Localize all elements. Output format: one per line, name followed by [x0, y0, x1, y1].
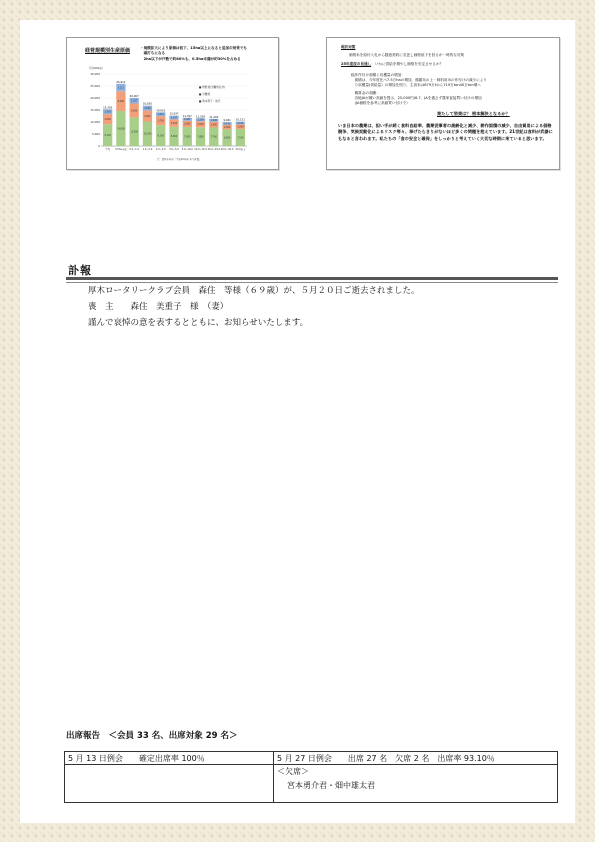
segment-value-label: 1,651	[157, 113, 164, 117]
segment-value-label: 3,111	[117, 86, 125, 90]
segment-value-label: 1,537	[170, 116, 178, 120]
attendance-may27: 5 月 27 日例会 出席 27 名 欠席 2 名 出席率 93.10％	[277, 754, 495, 763]
obituary-heading: 訃報	[68, 264, 92, 277]
note-line: 頭打ちになる	[140, 51, 166, 56]
x-tick-label: 30.0以上	[235, 148, 246, 151]
chart-footnote: 注：農林水産省「平成22年産 米生産費」	[157, 158, 202, 161]
x-tick-label: 1.0~2.0	[142, 148, 153, 151]
segment-value-label: 9,100	[104, 133, 111, 137]
y-tick-label: 0	[98, 144, 100, 148]
outlook-line: り収穫量(供給量）の増加を図り、主食米は679万tから719万ton40万ton増へ	[351, 83, 481, 87]
bar-total-label: 15,293	[103, 106, 113, 110]
segment-value-label: 7,100	[237, 136, 244, 140]
heading-rule-thin	[66, 282, 558, 283]
section-outlook	[341, 62, 443, 67]
segment-value-label: 2,030	[144, 106, 151, 110]
segment-value-label: 1,192	[210, 119, 217, 123]
attendance-heading: 出席報告 ＜会員 33 名、出席対象 29 名＞	[66, 731, 238, 741]
segment-value-label: 3,700	[157, 119, 164, 123]
x-tick-label: 5.0~10.0	[181, 148, 193, 151]
segment-value-label: 1,259	[197, 118, 204, 122]
bar-total-label: 25,911	[116, 80, 126, 84]
chart-slide	[66, 37, 279, 170]
outlook-label: 25年度産の見通し	[341, 62, 372, 66]
chart-slide-title: 経営規模別生産原価	[85, 48, 131, 54]
legend-entry: ■ 資本利子・地代	[199, 100, 221, 103]
segment-value-label: 1,993	[104, 110, 111, 114]
segment-value-label: 2,307	[131, 99, 138, 103]
y-tick-label: 10,000	[90, 120, 100, 124]
obituary-line-3: 謹んで哀悼の意を表するとともに、お知らせいたします。	[88, 318, 309, 328]
segment-value-label: 2,600	[184, 122, 191, 126]
segment-value-label: 1,900	[237, 125, 244, 129]
x-tick-label: 平均	[105, 148, 111, 151]
outlook-line: (JA価格を参考に高値買い付けで）	[351, 101, 410, 105]
cost-bar-chart	[87, 66, 277, 164]
segment-value-label: 10,200	[143, 132, 152, 136]
obituary-line-2: 喪 主 森住 美重子 様 （妻）	[88, 302, 229, 312]
outlook-question: ：いかに供給を増やし価格を安定させるか？	[371, 62, 444, 66]
segment-value-label: 1,900	[223, 125, 231, 129]
bar-total-label: 11,559	[196, 115, 206, 119]
segment-value-label: 5,800	[131, 109, 138, 113]
segment-value-label: 4,600	[144, 114, 151, 118]
segment-value-label: 8,700	[157, 134, 164, 138]
heading-rule	[66, 277, 558, 280]
outlook-line: 面積は、今年度比べ7.5万haの増加、備蓄米の上・飼料用米の作付けの減少により	[351, 78, 487, 82]
x-tick-label: 3.0~5.0	[169, 148, 179, 151]
x-tick-label: 0.5~1.0	[129, 148, 139, 151]
bar-total-label: 20,007	[129, 94, 139, 98]
agriculture-summary: いま日本の農業は、担い手が続く食料自給率、農業従事者の高齢化と減少、耕作面積の減少、自由貿易による価格競争、気候変動化によるリスク等々、挙げたらきりがないほど多くの問題を抱えています。21世紀は食料が武器にもなると言われます。私たちの「食の安全と確保」をしっかりと考えていく大切な時期に来ていると思います。	[338, 123, 553, 141]
x-tick-label: 15.0~20.0	[207, 148, 221, 151]
attendance-table	[64, 751, 558, 803]
bar-total-label: 9,941	[223, 119, 231, 123]
outlook-line: 稲作作付け面積と収穫量の増加：	[351, 73, 405, 77]
segment-value-label: 14,600	[117, 127, 125, 131]
segment-value-label: 7,800	[197, 135, 204, 139]
policy-slide	[326, 37, 560, 170]
segment-value-label: 3,100	[170, 121, 178, 125]
y-tick-label: 20,000	[90, 96, 100, 100]
segment-value-label: 2,400	[210, 123, 217, 127]
segment-value-label: 8,200	[117, 99, 125, 103]
bar-total-label: 16,830	[142, 102, 152, 106]
section-current-measures: 現状対策	[341, 45, 356, 49]
current-measures-text: 価格米を給付入札から随意契約に変更し価格低下を回るが一時的な対策	[349, 53, 464, 57]
effect-question: 果たして効果は？ 根本解決となるか？	[437, 111, 510, 116]
bar-total-label: 11,292	[209, 115, 219, 119]
segment-value-label: 7,900	[184, 135, 191, 139]
x-tick-label: 0.5ha未満	[115, 148, 127, 151]
segment-value-label: 1,151	[237, 121, 244, 125]
x-tick-label: 20.0~30.0	[220, 148, 234, 151]
y-tick-label: 15,000	[90, 108, 100, 112]
segment-value-label: 1,141	[223, 122, 231, 126]
y-tick-label: 25,000	[90, 84, 100, 88]
absent-names: 宮本勇介君・畑中雄太君	[287, 781, 375, 790]
legend-entry: ■ 物財費(労働費以外)	[199, 86, 226, 89]
y-tick-label: 5,000	[91, 132, 100, 136]
obituary-line-1: 厚木ロータリークラブ会員 森住 等様（６９歳）が、５月２０日ご逝去されました。	[88, 286, 420, 296]
segment-value-label: 7,700	[210, 135, 217, 139]
segment-value-label: 6,900	[223, 136, 231, 140]
bar-total-label: 12,637	[169, 112, 179, 116]
absent-label: ＜欠席＞	[277, 767, 309, 776]
bar-total-label: 11,767	[182, 114, 192, 118]
note-line: ・規模拡大により原価は低下、15ha以上になると追加の効果でも	[140, 46, 248, 50]
segment-value-label: 11,900	[130, 130, 139, 134]
y-tick-label: 30,000	[90, 72, 100, 76]
segment-value-label: 4,200	[104, 117, 111, 121]
segment-value-label: 1,267	[184, 118, 191, 122]
bar-total-label: 14,051	[156, 109, 166, 113]
chart-slide-note	[140, 46, 274, 62]
outlook-line: 概算金の高騰：	[351, 91, 380, 95]
table-hline	[65, 764, 557, 765]
segment-value-label: 8,000	[170, 135, 178, 139]
segment-value-label: 2,500	[197, 123, 204, 127]
y-unit-label: （円/60kg）	[87, 66, 105, 70]
legend-entry: ■ 労働費	[199, 93, 211, 96]
x-tick-label: 2.0~3.0	[155, 148, 166, 151]
outlook-line: 各地JAが競い高値を提示、25,000円/6.7、JAを通さず農家直接買い付けの増加	[351, 96, 482, 100]
note-line: 2ha以下が戸数で約80%も、0.5ha未満が約30%を占める	[140, 56, 241, 61]
x-tick-label: 10.0~15.0	[194, 148, 207, 151]
bar-total-label: 10,151	[235, 118, 245, 122]
table-divider	[273, 752, 274, 802]
attendance-may13: 5 月 13 日例会 確定出席率 100％	[68, 754, 205, 763]
